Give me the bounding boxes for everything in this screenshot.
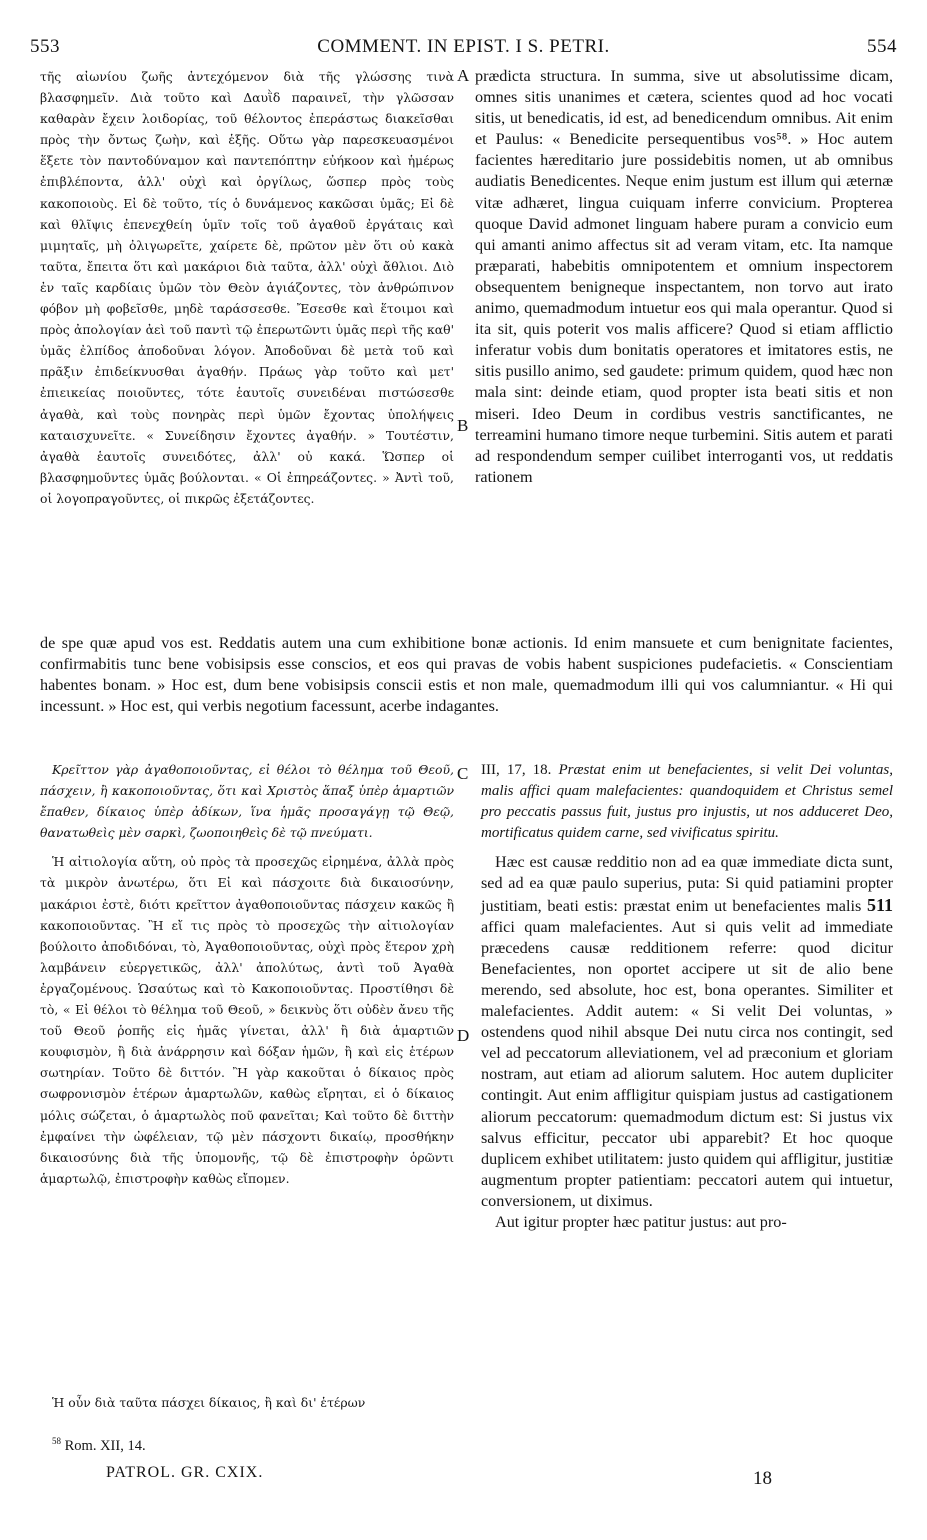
header-title: COMMENT. IN EPIST. I S. PETRI. xyxy=(317,36,610,57)
latin-lemma: Præstat enim ut benefacientes, si velit Dei voluntas, malis affici quam malefacientes: quandoquidem et Christus semel pro peccatis passus fuit, justus pro injustis, ut nos adduceret Deo, mortificatus quidem carne, sed vivificatus spiritu. xyxy=(481,762,893,842)
margin-letter-b: B xyxy=(457,416,469,435)
greek-commentary: Ἡ αἰτιολογία αὕτη, οὐ πρὸς τὰ προσεχῶς εἰρημένα, ἀλλὰ πρὸς τὰ μικρὸν ἀνωτέρω, ὅτι Εἰ καὶ πάσχοιτε διὰ δικαιοσύνην, μακάριοι ἐστὲ, διότι κρεῖττον ἀγαθοποιοῦντας πάσχειν κακῶς ἢ κακοποιοῦντας. Ἢ εἴ τις πρὸς τὸ προσεχῶς τὴν αἰτιολογίαν βούλοιτο ἀποδιδόναι, τὸ, Ἀγαθοποιοῦντας, οὐχὶ πρὸς ἕτερον χρὴ λαμβάνειν εὐεργετικῶς, ἀλλ' ἀπολύτως, ἀντὶ τοῦ Ἀγαθὰ ἐργαζομένους. Ὡσαύτως καὶ τὸ Κακοποιοῦντας. Προστίθησι δὲ τὸ, « Εἰ θέλοι τὸ θέλημα τοῦ Θεοῦ, » δεικνὺς ὅτι οὐδὲν ἄνευ τῆς τοῦ Θεοῦ ῥοπῆς εἰς ἡμᾶς γίνεται, ἀλλ' ἢ διὰ ἁμαρτιῶν κουφισμὸν, ἢ διὰ ἀνάρρησιν καὶ δόξαν ἡμῶν, ἢ καὶ εἰς ἑτέρων σωτηρίαν. Τοῦτο δὲ διττόν. Ἢ γὰρ κακοῦται ὁ δίκαιος πρὸς σωφρονισμὸν ἑτέρων ἁμαρτωλῶν, καθὼς εἴρηται, εἰ ὁ δίκαιος μόλις σώζεται, ὁ ἁμαρτωλὸς ποῦ φανεῖται; Καὶ τοῦτο δὲ διττὴν ἐμφαίνει τὴν ὠφέλειαν, τῷ μὲν πάσχοντι δικαίῳ, προσθήκην δικαιοσύνης διὰ τῆς ὑπομονῆς, τῷ δὲ ἐπιστροφὴν ὁρῶντι ἁμαρτωλῷ, ἐπιστροφὴν καθὼς εἴπομεν. xyxy=(40,854,454,1186)
margin-letter-d: D xyxy=(457,1026,470,1045)
page-number-right: 554 xyxy=(867,36,897,57)
latin-column-top: prædicta structura. In summa, sive ut absolutissime dicam, omnes sitis unanimes et cætera, scientes quod ad hoc vocati sitis, ut benedicatis, id est, ad benedicendum omnibus. Ait enim et Paulus: « Benedicite persequentibus vos⁵⁸. » Hoc autem facientes hæreditario jure possidebitis nomen, ut ab omnibus audiatis Benedicentes. Neque enim justum est illum qui æternæ vitæ adhæret, lingua cuiquam inferre convicium. Propterea quoque David admonet linguam habere puram a convicio eum qui amanti animo affectus sit ad veram vitam, etc. Ita namque præparati, habebitis omnipotentem et omnium inspectorem obsequentem benigneque inspectantem, non torvo aut irato animo, quemadmodum intuetur eos qui mala operantur. Quod si ita sit, quis poterit vos malis afficere? Quod si etiam afflictio inferatur vobis dum bonitatis operatores et imitatores estis, ne sitis pusillo animo, sed gaudete: primum quidem, quod hæc non mala sint: deinde etiam, quod propter ista beati sitis et non miseri. Ideo Deum in cordibus vestris sanctificantes, ne terreamini humano timore neque turbemini. Sitis autem et parati ad respondendum semper cuilibet interroganti vos, ut reddatis rationem xyxy=(475,67,893,486)
patrologia-signature: PATROL. GR. CXIX. xyxy=(106,1464,264,1481)
footnote-text: Rom. XII, 14. xyxy=(64,1437,146,1454)
latin-commentary-part-b: affici quam malefacientes. Aut si quis velit ad immediate præcedens causæ redditionem referre: quod dicitur Benefacientes, non oportet accipere ut sit de alio bene merendo, sed absolute, hoc est, bona operantes. Similiter et malefacientes. Addit autem: « Si velit Dei voluntas, » ostendens quod nihil absque Dei nutu circa nos contingit, sed vel ad peccatorum alleviationem, vel ad præconium et gloriam nostram, aut etiam ad aliorum salutem. Hoc autem dupliciter contingit. Aut enim affligitur quispiam justus ad castigationem aliorum peccatorum: quemadmodum dictum est: Si justus vix salvus efficitur, peccator ubi apparebit? Et hoc quoque duplicem exhibet utilitatem: justo quidem qui affligitur, justitiæ augmentum propter patientiam: peccatori autem qui intuetur, conversionem, ut diximus. xyxy=(481,917,893,1210)
greek-column-top: τῆς αἰωνίου ζωῆς ἀντεχόμενον διὰ τῆς γλώσσης τινὰ βλασφημεῖν. Διὰ τοῦτο καὶ Δαυῒδ παραινεῖ, τὴν γλῶσσαν καθαρὰν ἔχειν λοιδορίας, τοῦ θέλοντος ἐπεράστως διακεῖσθαι πρὸς τὴν ὄντως ζωὴν, καὶ ἑξῆς. Οὕτω γὰρ παρεσκευασμένοι ἕξετε τὸν παντοδύναμον καὶ παντεπόπτην εὐήκοον καὶ ἡμέρως ἐπιβλέποντα, ἀλλ' οὐχὶ καὶ ὀργίλως, ὥσπερ πρὸς τοὺς κακοποιοὺς. Εἰ δὲ τοῦτο, τίς ὁ δυνάμενος κακῶσαι ὑμᾶς; Εἰ δὲ καὶ θλῖψις ἐπενεχθείη ὑμῖν τοῖς τοῦ ἀγαθοῦ ἐργάταις καὶ μιμηταῖς, μὴ ὀλιγωρεῖτε, χαίρετε δὲ, πρῶτον μὲν ὅτι οὐ κακὰ ταῦτα, ἔπειτα ὅτι καὶ μακάριοι διὰ ταῦτα, ἀλλ' οὐχὶ ἄθλιοι. Διὸ ἐν ταῖς καρδίαις ὑμῶν τὸν Θεὸν ἁγιάζοντες, τὸν ἀνθρώπινον φόβον μὴ φοβεῖσθε, μηδὲ ταράσσεσθε. Ἔσεσθε καὶ ἕτοιμοι καὶ πρὸς ἀπολογίαν ἀεὶ τοῦ παντὶ τῷ ἐπερωτῶντι ὑμᾶς περὶ τῆς καθ' ὑμᾶς ἐλπίδος ἀποδοῦναι λόγον. Ἀποδοῦναι δὲ μετὰ τοῦ καὶ πρᾶξιν ἐπιδείκνυσθαι ἀγαθήν. Πράως γὰρ τοῦτο καὶ μετ' ἐπιεικείας ποιοῦντες, τότε ἑαυτοῖς συνειδέναι πιστώσεσθε ἀγαθὰ, καὶ τοὺς πονηρὰς περὶ ὑμῶν ἔχοντας ὑπολήψεις καταισχυνεῖτε. « Συνείδησιν ἔχοντες ἀγαθήν. » Τουτέστιν, ἀγαθὰ ἑαυτοῖς συνειδότες, ἀλλ' οὐ κακά. Ὥσπερ οἱ βλασφημοῦντες ὑμᾶς βούλονται. « Οἱ ἐπηρεάζοντες. » Ἀντὶ τοῦ, οἱ λογοπραγοῦντες, οἱ πικρῶς ἐξετάζοντες. xyxy=(40,69,454,506)
page-number-left: 553 xyxy=(30,36,60,57)
footnote-number: 58 xyxy=(52,1436,61,1446)
latin-commentary-part-a: Hæc est causæ redditio non ad ea quæ immediate dicta sunt, sed ad ea quæ paulo superius, puta: Si quid patiamini propter justitiam, beati estis: præstat enim ut benefacientes malis xyxy=(481,853,893,915)
latin-column-bottom xyxy=(481,760,893,1233)
latin-commentary xyxy=(481,852,893,1212)
margin-letter-a: A xyxy=(457,66,470,85)
latin-lemma-ref: III, 17, 18. xyxy=(481,762,552,778)
gathering-signature: 18 xyxy=(753,1468,772,1489)
latin-last-line: Aut igitur propter hæc patitur justus: aut pro- xyxy=(495,1212,787,1231)
running-header xyxy=(30,36,897,62)
latin-lemma-block xyxy=(481,760,893,844)
footnote xyxy=(52,1436,146,1455)
greek-last-line: Ἡ οὖν διὰ ταῦτα πάσχει δίκαιος, ἢ καὶ δι' ἑτέρων xyxy=(52,1395,366,1410)
column-number: 511 xyxy=(866,894,893,915)
greek-column-bottom xyxy=(40,759,454,1189)
margin-letter-c: C xyxy=(457,764,469,783)
greek-lemma: Κρεῖττον γὰρ ἀγαθοποιοῦντας, εἰ θέλοι τὸ θέλημα τοῦ Θεοῦ, πάσχειν, ἢ κακοποιοῦντας, ὅτι καὶ Χριστὸς ἅπαξ ὑπὲρ ἁμαρτιῶν ἔπαθεν, δίκαιος ὑπὲρ ἀδίκων, ἵνα ἡμᾶς προσαγάγῃ τῷ Θεῷ, θανατωθεὶς μὲν σαρκὶ, ζωοποιηθεὶς δὲ τῷ πνεύματι. xyxy=(40,762,454,841)
latin-full-width: de spe quæ apud vos est. Reddatis autem una cum exhibitione bonæ actionis. Id enim mansuete et cum benignitate facientes, confirmabitis tunc bene vobisipsis esse conscios, et eos qui pravas de vobis habent suspiciones pudefacietis. « Conscientiam habentes bonam. » Hoc est, dum bene vobisipsis conscii estis et non male, quemadmodum illi qui vos calumniantur. « Hi qui incessunt. » Hoc est, qui verbis negotium facessunt, acerbe indagantes. xyxy=(40,634,893,716)
